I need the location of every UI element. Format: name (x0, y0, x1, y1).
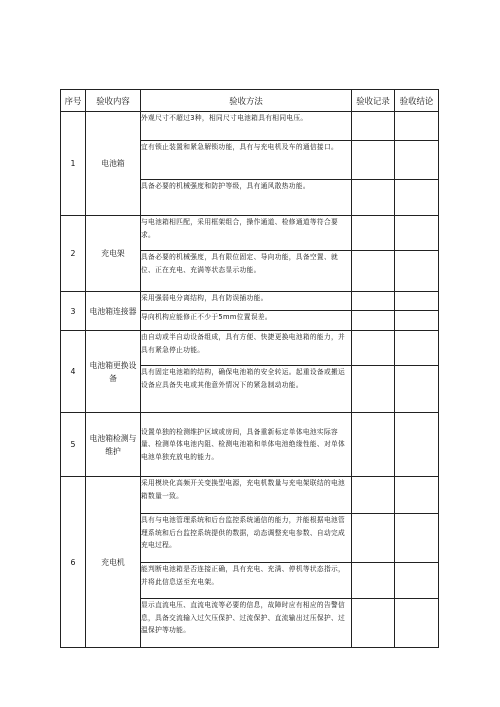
record-cell[interactable] (352, 477, 395, 514)
conclusion-cell[interactable] (395, 311, 439, 331)
method-cell: 采用强弱电分离结构，具有防误插功能。 (141, 292, 352, 311)
conclusion-cell[interactable] (395, 599, 439, 648)
header-conclusion: 验收结论 (395, 90, 439, 112)
conclusion-cell[interactable] (395, 366, 439, 413)
method-cell: 具备必要的机械强度和防护等级，具有通风散热功能。 (141, 180, 352, 216)
method-cell: 外观尺寸不超过3种，相同尺寸电池箱具有相同电压。 (141, 112, 352, 141)
method-cell: 具备必要的机械强度，具有限位固定、导向功能，具备空置、就位、正在充电、充满等状态显示功能。 (141, 251, 352, 292)
method-cell: 具有与电池管理系统和后台监控系统通信的能力，并能根据电池管理系统和后台监控系统提供的数据，动态调整充电参数、自动完成充电过程。 (141, 514, 352, 563)
record-cell[interactable] (352, 514, 395, 563)
record-cell[interactable] (352, 563, 395, 599)
record-cell[interactable] (352, 331, 395, 366)
conclusion-cell[interactable] (395, 141, 439, 180)
method-cell: 导向机构应能修正不少于5mm位置误差。 (141, 311, 352, 331)
table-row (61, 112, 439, 141)
row-content: 电池箱检测与维护 (86, 413, 141, 477)
table-row (61, 292, 439, 311)
row-content: 充电机 (86, 477, 141, 648)
header-row (61, 90, 439, 112)
method-cell: 由自动或半自动设备组成，具有方便、快捷更换电池箱的能力，并具有紧急停止功能。 (141, 331, 352, 366)
header-no: 序号 (61, 90, 86, 112)
header-method: 验收方法 (141, 90, 352, 112)
acceptance-table (60, 89, 439, 648)
record-cell[interactable] (352, 366, 395, 413)
conclusion-cell[interactable] (395, 563, 439, 599)
conclusion-cell[interactable] (395, 413, 439, 477)
header-record: 验收记录 (352, 90, 395, 112)
method-cell: 设置单独的检测维护区域或房间，具备重新标定单体电池实际容量、检测单体电池内阻、检测电池箱和单体电池绝缘性能、对单体电池单独充放电的能力。 (141, 413, 352, 477)
method-cell: 采用模块化高频开关变换型电源，充电机数量与充电架联结的电池箱数量一致。 (141, 477, 352, 514)
conclusion-cell[interactable] (395, 514, 439, 563)
conclusion-cell[interactable] (395, 477, 439, 514)
method-cell: 宜有锁止装置和紧急解锁功能，具有与充电机及车的通信接口。 (141, 141, 352, 180)
record-cell[interactable] (352, 251, 395, 292)
row-content: 电池箱更换设备 (86, 331, 141, 413)
method-cell: 与电池箱相匹配，采用框架组合，操作通道、检修通道等符合要求。 (141, 216, 352, 251)
row-number: 3 (61, 292, 86, 331)
record-cell[interactable] (352, 141, 395, 180)
record-cell[interactable] (352, 599, 395, 648)
conclusion-cell[interactable] (395, 331, 439, 366)
row-number: 5 (61, 413, 86, 477)
method-cell: 显示直流电压、直流电流等必要的信息，故障时应有相应的告警信息，具备交流输入过欠压保护、过流保护、直流输出过压保护、过温保护等功能。 (141, 599, 352, 648)
row-number: 4 (61, 331, 86, 413)
row-content: 电池箱 (86, 112, 141, 216)
record-cell[interactable] (352, 216, 395, 251)
table-row (61, 216, 439, 251)
table-row (61, 331, 439, 366)
table-row (61, 477, 439, 514)
record-cell[interactable] (352, 180, 395, 216)
table-row (61, 413, 439, 477)
row-number: 6 (61, 477, 86, 648)
conclusion-cell[interactable] (395, 251, 439, 292)
record-cell[interactable] (352, 292, 395, 311)
method-cell: 能判断电池箱是否连接正确，具有充电、充满、停机等状态指示，并将此信息送至充电架。 (141, 563, 352, 599)
record-cell[interactable] (352, 311, 395, 331)
row-number: 2 (61, 216, 86, 292)
header-content: 验收内容 (86, 90, 141, 112)
record-cell[interactable] (352, 413, 395, 477)
conclusion-cell[interactable] (395, 180, 439, 216)
row-content: 充电架 (86, 216, 141, 292)
method-cell: 具有固定电池箱的结构，确保电池箱的安全转运。起重设备或搬运设备应具备失电或其他意外情况下的紧急制动功能。 (141, 366, 352, 413)
conclusion-cell[interactable] (395, 112, 439, 141)
row-number: 1 (61, 112, 86, 216)
row-content: 电池箱连接器 (86, 292, 141, 331)
record-cell[interactable] (352, 112, 395, 141)
conclusion-cell[interactable] (395, 216, 439, 251)
conclusion-cell[interactable] (395, 292, 439, 311)
